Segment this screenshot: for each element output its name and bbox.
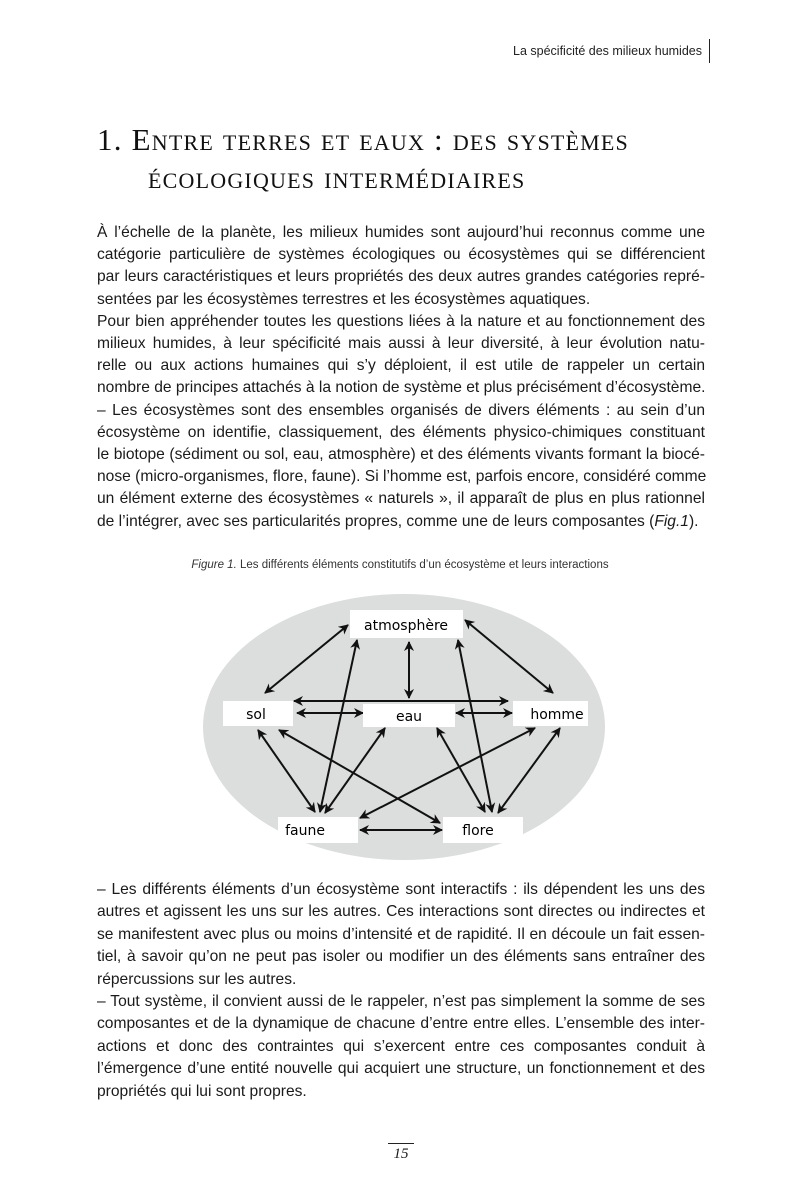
body-line: milieux humides, à leur spécificité mais aussi à leur diversité, à leur évolution natu-: [97, 335, 705, 352]
figure-caption-text: Les différents éléments constitutifs d’un écosystème et leurs interactions: [236, 559, 609, 571]
body-line: propriétés qui lui sont propres.: [97, 1082, 307, 1100]
running-head-rule: [709, 39, 710, 63]
node-homme: [513, 701, 588, 726]
body-line: nombre de principes attachés à la notion de système et plus précisément d’écosystème.: [97, 379, 706, 397]
body-line: un élément externe des écosystèmes « naturels », il apparaît de plus en plus rationnel: [97, 490, 705, 508]
page-number-rule: [388, 1143, 414, 1144]
section-title-line-1: 1. Entre terres et eaux : des systèmes: [97, 122, 629, 157]
body-line: Pour bien appréhender toutes les questions liées à la nature et au fonctionnement des: [97, 312, 705, 330]
running-head: La spécificité des milieux humides: [513, 44, 702, 58]
body-line: – Les écosystèmes sont des ensembles organisés de divers éléments : au sein d’un: [97, 401, 705, 419]
body-line-text-end: ).: [688, 513, 699, 530]
body-line: – Tout système, il convient aussi de le rappeler, n’est pas simplement la somme de ses: [97, 993, 705, 1010]
node-label: eau: [395, 709, 423, 725]
node-label: sol: [246, 707, 266, 723]
body-line: À l’échelle de la planète, les milieux humides sont aujourd’hui reconnus comme une: [97, 224, 705, 241]
body-line: sentées par les écosystèmes terrestres et les écosystèmes aquatiques.: [97, 290, 591, 308]
node-eau: [363, 704, 455, 727]
figure-reference[interactable]: Fig.1: [654, 513, 689, 530]
node-label: atmosphère: [364, 618, 448, 634]
body-line: composantes et de la dynamique de chacune d’entre entre elles. L’ensemble des inter-: [97, 1015, 705, 1033]
ecosystem-diagram: [200, 585, 620, 865]
node-flore: [443, 817, 523, 843]
body-line-text: de l’intégrer, avec ses particularités propres, comme une de leurs composantes (: [97, 513, 655, 530]
body-line: actions et donc des contraintes qui s’exercent entre ces composantes conduit à: [97, 1037, 705, 1055]
node-label: flore: [462, 823, 494, 839]
figure-caption: [0, 559, 800, 571]
figure-label: Figure 1.: [191, 559, 237, 571]
body-line: le biotope (sédiment ou sol, eau, atmosphère) et des éléments vivants formant la biocé-: [97, 446, 705, 463]
body-line: se manifestent avec plus ou moins d’intensité et de rapidité. Il en découle un fait essen-: [97, 925, 705, 943]
body-line: – Les différents éléments d’un écosystème sont interactifs : ils dépendent les uns des: [97, 881, 705, 898]
node-label: homme: [530, 707, 584, 723]
body-line: écosystème on identifie, classiquement, des éléments physico-chimiques constituant: [97, 423, 705, 441]
body-line: répercussions sur les autres.: [97, 970, 297, 988]
body-line: l’émergence d’une entité nouvelle qui acquiert une structure, un fonctionnement et des: [97, 1060, 705, 1078]
body-line: tiel, à savoir qu’on ne peut pas isoler ou modifier un des éléments sans entraîner des: [97, 948, 705, 966]
node-sol: [223, 701, 293, 726]
node-faune: [278, 817, 358, 843]
body-line: par leurs caractéristiques et leurs propriétés des deux autres grandes catégories repré-: [97, 268, 705, 286]
node-atmosphere: [350, 610, 463, 638]
body-line: nose (micro-organismes, flore, faune). Si l’homme est, parfois encore, considéré comme: [97, 468, 707, 486]
section-title-line-2: écologiques intermédiaires: [148, 160, 526, 195]
page-number: 15: [393, 1146, 409, 1162]
node-label: faune: [285, 823, 325, 839]
body-line: autres et agissent les uns sur les autres. Ces interactions sont directes ou indirectes et: [97, 903, 705, 921]
body-line: relle ou aux actions humaines qui s’y déploient, il est utile de rappeler un certain: [97, 357, 705, 375]
body-line: catégorie particulière de systèmes écologiques ou écosystèmes qui se différencient: [97, 246, 705, 264]
body-line: [97, 511, 705, 533]
